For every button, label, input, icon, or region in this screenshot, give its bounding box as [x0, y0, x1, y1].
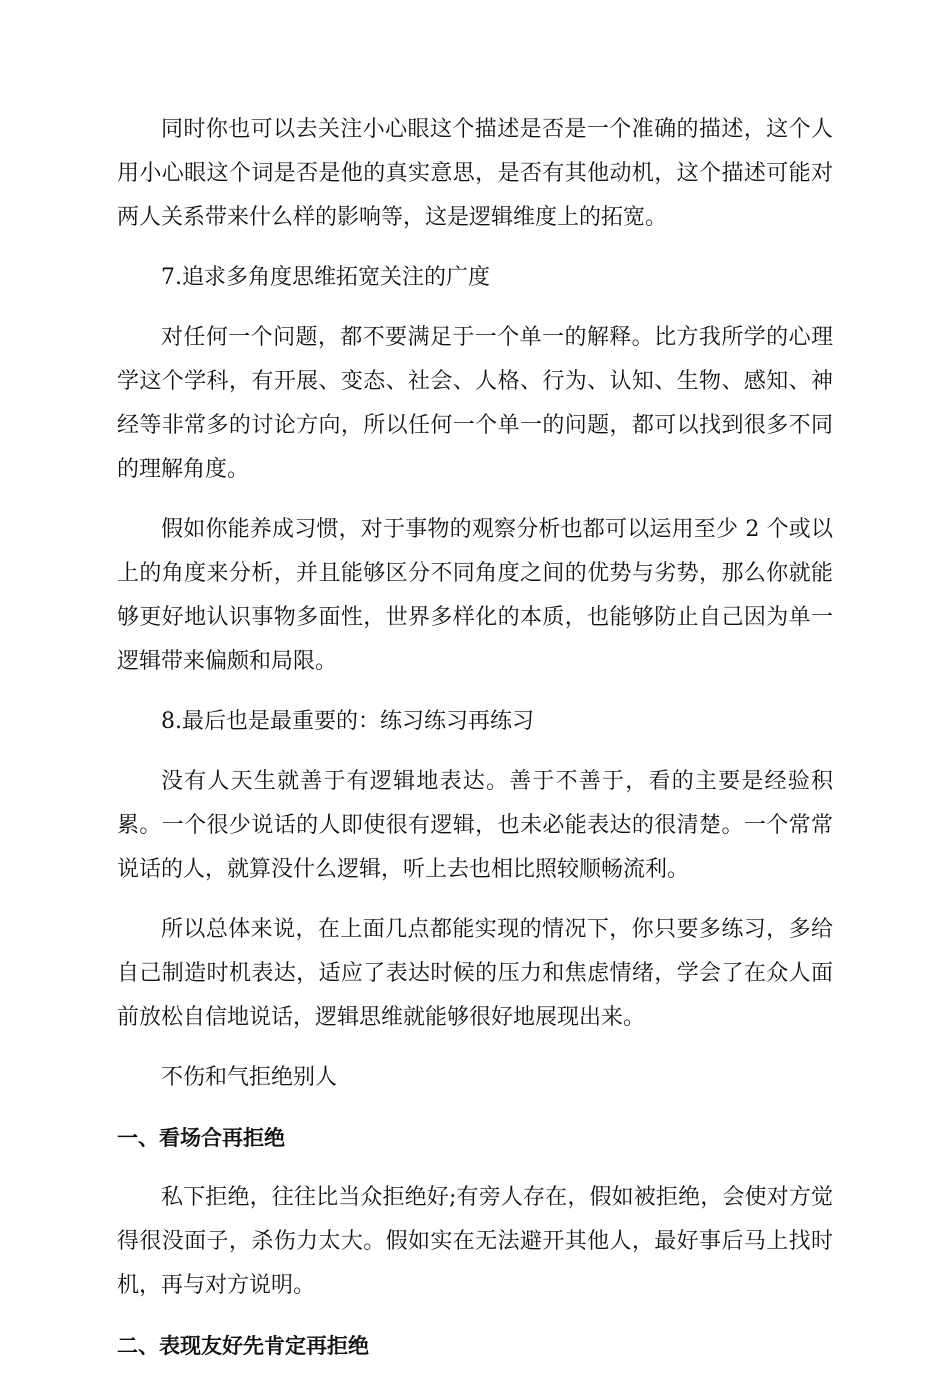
paragraph: 对任何一个问题，都不要满足于一个单一的解释。比方我所学的心理学这个学科，有开展、变态、社会、人格、行为、认知、生物、感知、神经等非常多的讨论方向，所以任何一个单一的问题，都可以找到很多不同的理解角度。: [117, 325, 833, 482]
paragraph: 私下拒绝，往往比当众拒绝好;有旁人存在，假如被拒绝，会使对方觉得很没面子，杀伤力太大。假如实在无法避开其他人，最好事后马上找时机，再与对方说明。: [117, 1185, 833, 1298]
numbered-heading: 8.最后也是最重要的：练习练习再练习: [161, 709, 534, 734]
subtitle-paragraph: 不伤和气拒绝别人: [161, 1065, 338, 1090]
paragraph: 假如你能养成习惯，对于事物的观察分析也都可以运用至少 2 个或以上的角度来分析，并且能够区分不同角度之间的优势与劣势，那么你就能够更好地认识事物多面性，世界多样化的本质，也能够防止自己因为单一逻辑带来偏颇和局限。: [117, 517, 833, 674]
section-heading: 一、看场合再拒绝: [117, 1126, 285, 1150]
paragraph: 同时你也可以去关注小心眼这个描述是否是一个准确的描述，这个人用小心眼这个词是否是他的真实意思，是否有其他动机，这个描述可能对两人关系带来什么样的影响等，这是逻辑维度上的拓宽。: [117, 117, 833, 230]
paragraph: 没有人天生就善于有逻辑地表达。善于不善于，看的主要是经验积累。一个很少说话的人即使很有逻辑，也未必能表达的很清楚。一个常常说话的人，就算没什么逻辑，听上去也相比照较顺畅流利。: [117, 769, 833, 882]
document-body: [117, 108, 833, 1384]
section-heading: 二、表现友好先肯定再拒绝: [117, 1334, 369, 1358]
paragraph: 所以总体来说，在上面几点都能实现的情况下，你只要多练习，多给自己制造时机表达，适应了表达时候的压力和焦虑情绪，学会了在众人面前放松自信地说话，逻辑思维就能够很好地展现出来。: [117, 917, 833, 1030]
numbered-heading: 7.追求多角度思维拓宽关注的广度: [161, 265, 490, 290]
